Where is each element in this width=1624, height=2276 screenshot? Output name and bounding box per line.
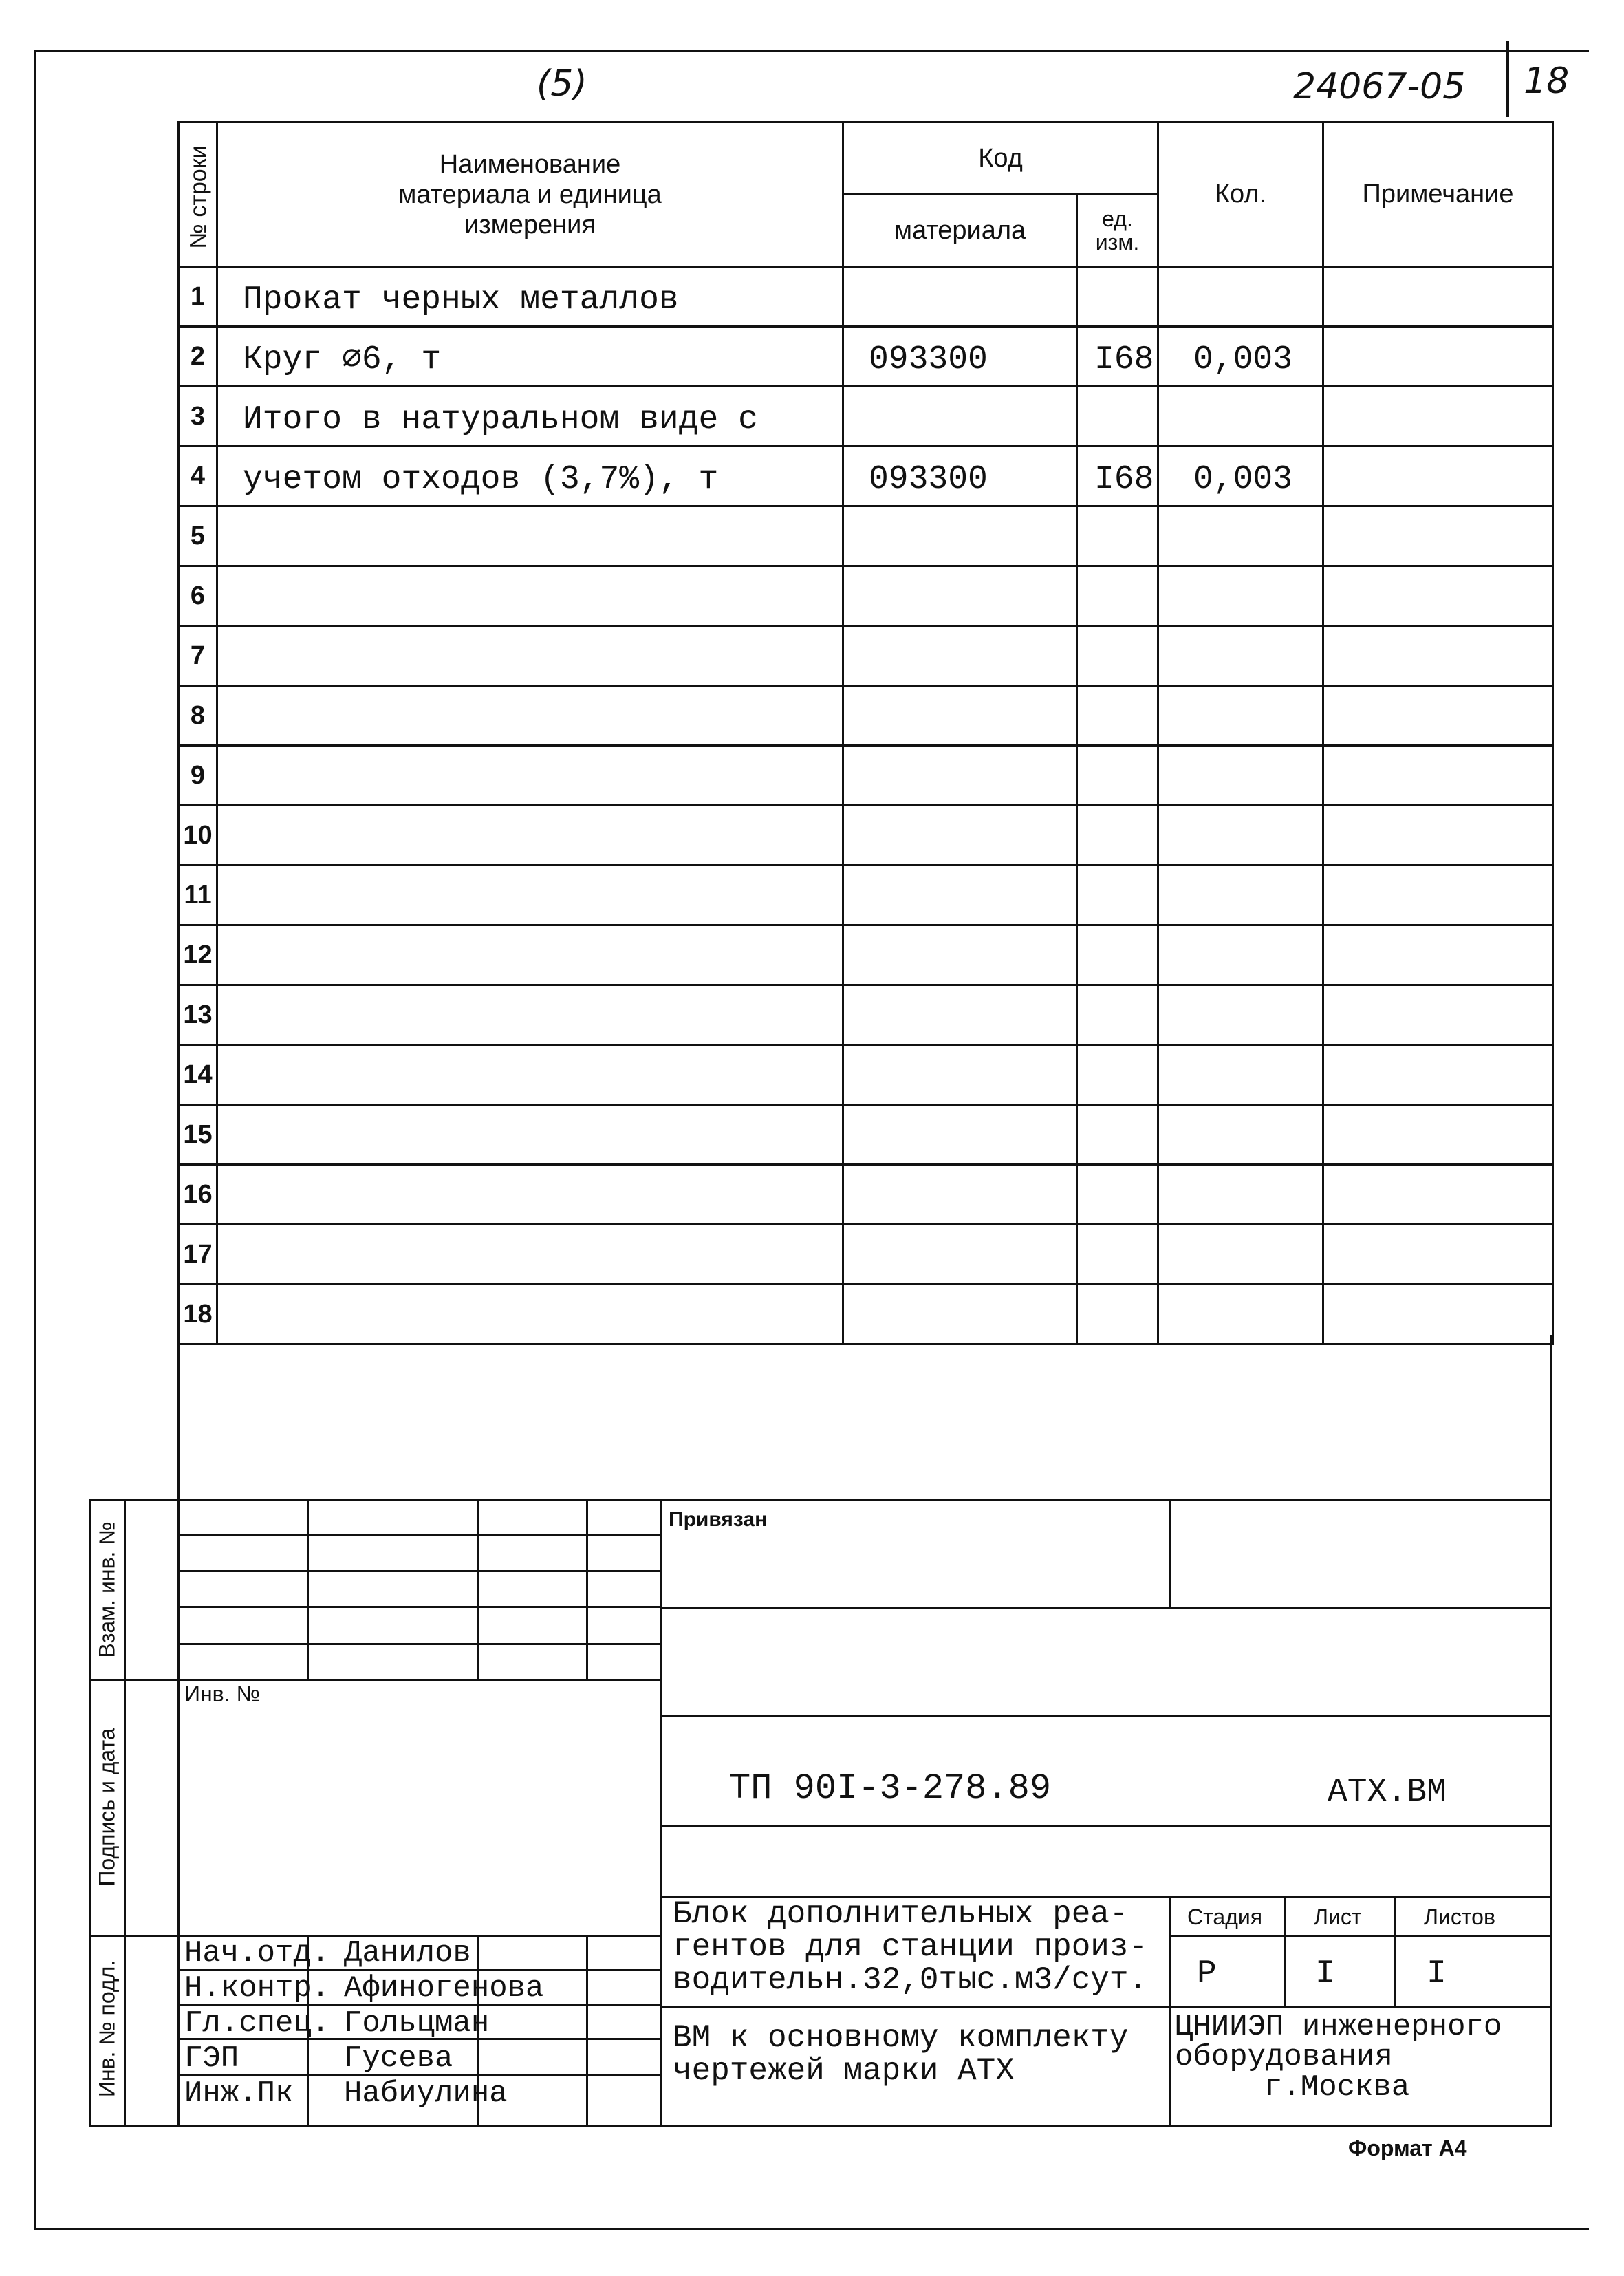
row-qty [1158,1285,1323,1344]
row-number: 17 [179,1225,217,1285]
row-qty [1158,925,1323,985]
row-unit [1077,1225,1158,1285]
row-name [217,1045,843,1105]
row-note [1323,447,1553,506]
row-number: 7 [179,626,217,686]
row-name [217,746,843,806]
table-row [179,267,1553,327]
row-unit [1077,267,1158,327]
row-note [1323,806,1553,866]
row-note [1323,686,1553,746]
row-note [1323,1285,1553,1344]
stage-value: Р [1197,1955,1217,1993]
row-qty [1158,626,1323,686]
row-number: 13 [179,985,217,1045]
side-block-left [89,1499,91,2126]
sig-col-c [586,1935,588,2126]
row-name [217,1165,843,1225]
row-note [1323,1045,1553,1105]
sheet-marker: (5) [537,63,587,105]
row-name: учетом отходов (3,7%), т [217,447,843,506]
row-unit [1077,1045,1158,1105]
row-code [843,1045,1077,1105]
col-header-code: Код [843,122,1158,195]
row-code [843,925,1077,985]
row-name [217,806,843,866]
row-name [217,626,843,686]
signature-role: Гл.спец. [184,2006,330,2041]
row-code [843,686,1077,746]
table-row [179,1045,1553,1105]
col-header-code-unit: ед. изм. [1077,195,1158,267]
stamp-row-c [177,1606,660,1608]
row-code [843,387,1077,447]
signature-name: Гольцман [344,2006,490,2041]
row-number: 4 [179,447,217,506]
signature-name: Набиулина [344,2076,508,2111]
row-name [217,866,843,925]
row-note [1323,267,1553,327]
table-row [179,327,1553,387]
stamp-col-2 [477,1499,479,1680]
row-name [217,985,843,1045]
signature-name: Данилов [344,1936,471,1971]
row-number: 2 [179,327,217,387]
table-row [179,1105,1553,1165]
row-qty [1158,866,1323,925]
table-row [179,506,1553,566]
row-unit: I68 [1077,447,1158,506]
row-qty: 0,003 [1158,327,1323,387]
row-note [1323,866,1553,925]
table-row [179,566,1553,626]
stamp-r-row-3 [660,1825,1552,1827]
row-unit [1077,387,1158,447]
organization: ЦНИИЭП инженерного оборудования г.Москва [1175,2010,1502,2105]
stage-cells-mid [1284,1896,1286,2006]
table-row [179,746,1553,806]
row-code: 093300 [843,447,1077,506]
frame-top [34,50,1589,52]
row-note [1323,1165,1553,1225]
row-unit [1077,1165,1158,1225]
row-note [1323,566,1553,626]
stamp-top-line [177,1499,1552,1501]
row-number: 8 [179,686,217,746]
side-block-top [89,1499,179,1501]
stage-cells-right [1394,1896,1396,2006]
row-qty [1158,1225,1323,1285]
row-number: 15 [179,1105,217,1165]
row-note [1323,746,1553,806]
stamp-row-e [177,1679,660,1681]
row-code [843,866,1077,925]
label-vzam-inv: Взам. инв. № [94,1521,120,1658]
row-unit [1077,566,1158,626]
row-note [1323,1225,1553,1285]
stamp-col-3 [586,1499,588,1680]
materials-table [177,121,1554,1345]
row-number: 18 [179,1285,217,1344]
row-unit [1077,746,1158,806]
row-unit [1077,806,1158,866]
col-header-note: Примечание [1323,122,1553,267]
signature-name: Гусева [344,2041,453,2076]
table-row [179,1285,1553,1344]
row-unit [1077,686,1158,746]
side-block-right [124,1499,126,2126]
side-block-div1 [89,1679,179,1681]
page-number: 18 [1524,61,1570,102]
table-row [179,806,1553,866]
row-qty: 0,003 [1158,447,1323,506]
row-code [843,985,1077,1045]
stamp-r-row-5 [660,2006,1552,2008]
row-number: 11 [179,866,217,925]
row-code [843,746,1077,806]
row-number: 9 [179,746,217,806]
sheets-value: I [1427,1955,1447,1993]
stamp-col-1 [307,1499,309,1680]
col-header-name: Наименование материала и единица измерения [217,122,843,267]
row-qty [1158,1105,1323,1165]
frame-left [34,50,36,2229]
row-unit [1077,506,1158,566]
side-block-div2 [89,1935,179,1937]
row-qty [1158,267,1323,327]
row-note [1323,985,1553,1045]
table-row [179,1165,1553,1225]
row-qty [1158,1045,1323,1105]
row-name [217,566,843,626]
row-unit [1077,1105,1158,1165]
row-name [217,506,843,566]
row-number: 1 [179,267,217,327]
stage-cells-left [1169,1896,1171,2126]
row-code [843,1225,1077,1285]
row-note [1323,506,1553,566]
signature-role: ГЭП [184,2041,239,2076]
row-note [1323,387,1553,447]
row-qty [1158,566,1323,626]
row-code [843,566,1077,626]
sheet-label: Лист [1314,1904,1362,1929]
stage-label: Стадия [1187,1904,1263,1929]
row-number: 5 [179,506,217,566]
row-number: 16 [179,1165,217,1225]
stamp-title: Блок дополнительных реа- гентов для станции произ- водительн.32,0тыс.м3/сут. [673,1896,1148,1998]
row-unit [1077,985,1158,1045]
row-number: 10 [179,806,217,866]
table-row [179,387,1553,447]
signature-role: Нач.отд. [184,1936,330,1971]
format-label: Формат А4 [1348,2136,1467,2160]
stamp-r-row-2 [660,1715,1552,1717]
sheet-value: I [1315,1955,1335,1993]
row-code [843,1285,1077,1344]
row-code [843,1165,1077,1225]
stamp-row-b [177,1570,660,1572]
row-name [217,1105,843,1165]
row-qty [1158,686,1323,746]
doc-mark: АТХ.ВМ [1328,1774,1447,1811]
row-note [1323,327,1553,387]
row-name [217,686,843,746]
row-qty [1158,1165,1323,1225]
row-number: 3 [179,387,217,447]
row-qty [1158,506,1323,566]
stamp-col-4 [660,1499,662,2126]
row-code [843,806,1077,866]
stamp-description: ВМ к основному комплекту чертежей марки АТХ [673,2020,1129,2089]
stamp-row-a [177,1534,660,1536]
col-header-code-material: материала [843,195,1077,267]
row-note [1323,925,1553,985]
row-code [843,506,1077,566]
row-qty [1158,387,1323,447]
row-name [217,925,843,985]
row-note [1323,1105,1553,1165]
row-unit [1077,866,1158,925]
frame-bottom [34,2228,1589,2230]
row-code [843,267,1077,327]
doc-number: 24067-05 [1293,66,1466,107]
stamp-row-d [177,1643,660,1645]
table-row [179,866,1553,925]
table-row [179,1225,1553,1285]
stamp-r-row-1 [660,1607,1552,1609]
table-row [179,925,1553,985]
table-row [179,626,1553,686]
row-name: Итого в натуральном виде с [217,387,843,447]
row-note [1323,626,1553,686]
project-code: ТП 90I-3-278.89 [729,1768,1052,1809]
row-name: Круг ∅6, т [217,327,843,387]
table-row [179,686,1553,746]
row-number: 6 [179,566,217,626]
row-code [843,626,1077,686]
row-code: 093300 [843,327,1077,387]
privyazan-label: Привязан [669,1508,768,1531]
table-row [179,447,1553,506]
row-qty [1158,746,1323,806]
row-unit [1077,925,1158,985]
table-row [179,985,1553,1045]
row-name: Прокат черных металлов [217,267,843,327]
row-qty [1158,985,1323,1045]
privyazan-divider [1169,1499,1171,1609]
col-header-row-no: № строки [179,122,217,267]
row-code [843,1105,1077,1165]
row-unit [1077,626,1158,686]
inv-no-label: Инв. № [184,1682,260,1706]
stage-header-line [1169,1935,1552,1937]
signature-name: Афиногенова [344,1971,544,2006]
row-qty [1158,806,1323,866]
col-header-qty: Кол. [1158,122,1323,267]
label-podpis-data: Подпись и дата [94,1728,120,1887]
page-number-divider [1506,41,1509,117]
row-unit [1077,1285,1158,1344]
signature-role: Н.контр. [184,1971,330,2006]
signature-role: Инж.Пк [184,2076,294,2111]
row-number: 12 [179,925,217,985]
row-name [217,1285,843,1344]
row-unit: I68 [1077,327,1158,387]
label-inv-podl: Инв. № подл. [94,1960,120,2098]
row-number: 14 [179,1045,217,1105]
sheets-label: Листов [1424,1904,1495,1929]
row-name [217,1225,843,1285]
lower-frame-left [177,1335,180,2126]
